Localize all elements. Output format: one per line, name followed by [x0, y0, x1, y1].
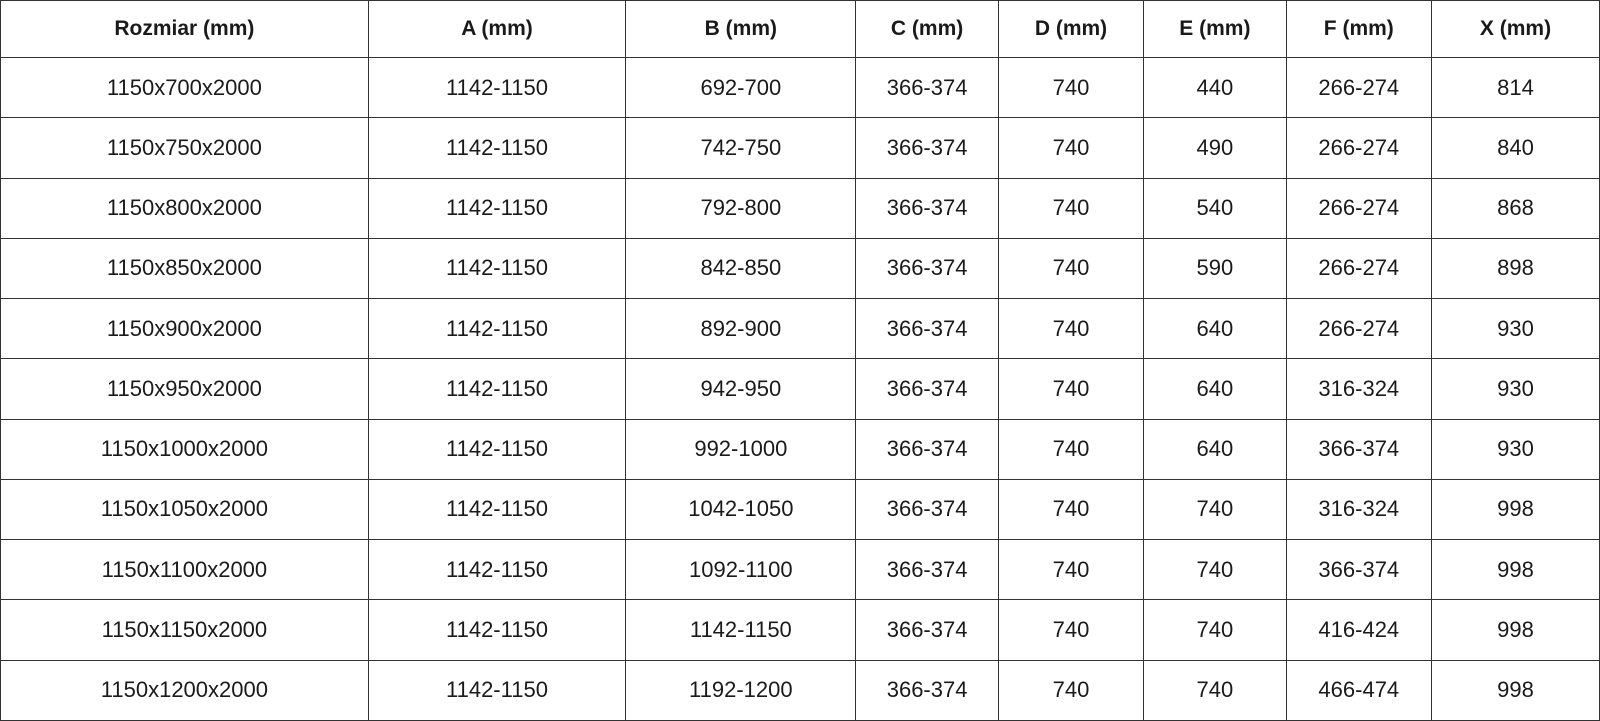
cell-c: 366-374 — [856, 299, 998, 359]
table-row — [1, 359, 1600, 419]
cell-d: 740 — [998, 118, 1144, 178]
cell-x: 930 — [1432, 359, 1600, 419]
cell-e: 440 — [1144, 58, 1286, 118]
cell-b: 1092-1100 — [626, 540, 856, 600]
cell-e: 590 — [1144, 238, 1286, 298]
cell-a: 1142-1150 — [368, 540, 625, 600]
cell-d: 740 — [998, 238, 1144, 298]
cell-b: 692-700 — [626, 58, 856, 118]
cell-c: 366-374 — [856, 419, 998, 479]
cell-d: 740 — [998, 299, 1144, 359]
table-row — [1, 118, 1600, 178]
cell-c: 366-374 — [856, 479, 998, 539]
cell-b: 1192-1200 — [626, 660, 856, 720]
cell-c: 366-374 — [856, 660, 998, 720]
cell-a: 1142-1150 — [368, 58, 625, 118]
cell-b: 842-850 — [626, 238, 856, 298]
cell-rozmiar: 1150x750x2000 — [1, 118, 369, 178]
cell-a: 1142-1150 — [368, 479, 625, 539]
cell-b: 892-900 — [626, 299, 856, 359]
table-row — [1, 600, 1600, 660]
cell-f: 266-274 — [1286, 118, 1432, 178]
cell-rozmiar: 1150x1200x2000 — [1, 660, 369, 720]
cell-x: 840 — [1432, 118, 1600, 178]
cell-x: 868 — [1432, 178, 1600, 238]
cell-f: 416-424 — [1286, 600, 1432, 660]
cell-d: 740 — [998, 600, 1144, 660]
table-row — [1, 299, 1600, 359]
header-row — [1, 1, 1600, 58]
cell-c: 366-374 — [856, 600, 998, 660]
cell-d: 740 — [998, 359, 1144, 419]
cell-e: 640 — [1144, 359, 1286, 419]
cell-f: 316-324 — [1286, 359, 1432, 419]
cell-b: 992-1000 — [626, 419, 856, 479]
cell-rozmiar: 1150x950x2000 — [1, 359, 369, 419]
cell-a: 1142-1150 — [368, 660, 625, 720]
cell-f: 366-374 — [1286, 540, 1432, 600]
cell-c: 366-374 — [856, 540, 998, 600]
cell-x: 998 — [1432, 600, 1600, 660]
cell-a: 1142-1150 — [368, 419, 625, 479]
cell-e: 540 — [1144, 178, 1286, 238]
cell-x: 998 — [1432, 479, 1600, 539]
cell-a: 1142-1150 — [368, 359, 625, 419]
cell-e: 740 — [1144, 540, 1286, 600]
cell-rozmiar: 1150x800x2000 — [1, 178, 369, 238]
column-header-f: F (mm) — [1286, 1, 1432, 58]
table-header — [1, 1, 1600, 58]
cell-e: 490 — [1144, 118, 1286, 178]
cell-b: 1042-1050 — [626, 479, 856, 539]
cell-e: 640 — [1144, 419, 1286, 479]
table-row — [1, 540, 1600, 600]
cell-b: 942-950 — [626, 359, 856, 419]
cell-a: 1142-1150 — [368, 118, 625, 178]
cell-d: 740 — [998, 540, 1144, 600]
table-row — [1, 58, 1600, 118]
cell-rozmiar: 1150x850x2000 — [1, 238, 369, 298]
cell-x: 898 — [1432, 238, 1600, 298]
cell-f: 266-274 — [1286, 238, 1432, 298]
cell-rozmiar: 1150x1100x2000 — [1, 540, 369, 600]
cell-f: 316-324 — [1286, 479, 1432, 539]
column-header-x: X (mm) — [1432, 1, 1600, 58]
cell-a: 1142-1150 — [368, 238, 625, 298]
cell-rozmiar: 1150x1000x2000 — [1, 419, 369, 479]
column-header-c: C (mm) — [856, 1, 998, 58]
cell-rozmiar: 1150x1150x2000 — [1, 600, 369, 660]
table-row — [1, 419, 1600, 479]
table-row — [1, 238, 1600, 298]
cell-d: 740 — [998, 419, 1144, 479]
cell-f: 366-374 — [1286, 419, 1432, 479]
column-header-b: B (mm) — [626, 1, 856, 58]
cell-c: 366-374 — [856, 178, 998, 238]
cell-c: 366-374 — [856, 58, 998, 118]
cell-d: 740 — [998, 178, 1144, 238]
cell-c: 366-374 — [856, 238, 998, 298]
cell-f: 266-274 — [1286, 178, 1432, 238]
cell-b: 792-800 — [626, 178, 856, 238]
cell-d: 740 — [998, 479, 1144, 539]
cell-e: 740 — [1144, 479, 1286, 539]
cell-c: 366-374 — [856, 118, 998, 178]
cell-c: 366-374 — [856, 359, 998, 419]
cell-x: 930 — [1432, 419, 1600, 479]
cell-rozmiar: 1150x700x2000 — [1, 58, 369, 118]
cell-e: 740 — [1144, 600, 1286, 660]
table-row — [1, 178, 1600, 238]
cell-e: 740 — [1144, 660, 1286, 720]
cell-x: 998 — [1432, 540, 1600, 600]
cell-x: 930 — [1432, 299, 1600, 359]
cell-d: 740 — [998, 58, 1144, 118]
cell-rozmiar: 1150x1050x2000 — [1, 479, 369, 539]
cell-rozmiar: 1150x900x2000 — [1, 299, 369, 359]
column-header-rozmiar: Rozmiar (mm) — [1, 1, 369, 58]
cell-x: 998 — [1432, 660, 1600, 720]
cell-f: 466-474 — [1286, 660, 1432, 720]
table-row — [1, 660, 1600, 720]
column-header-d: D (mm) — [998, 1, 1144, 58]
cell-a: 1142-1150 — [368, 299, 625, 359]
cell-f: 266-274 — [1286, 299, 1432, 359]
column-header-a: A (mm) — [368, 1, 625, 58]
cell-b: 742-750 — [626, 118, 856, 178]
column-header-e: E (mm) — [1144, 1, 1286, 58]
cell-f: 266-274 — [1286, 58, 1432, 118]
table-row — [1, 479, 1600, 539]
cell-a: 1142-1150 — [368, 600, 625, 660]
cell-x: 814 — [1432, 58, 1600, 118]
cell-b: 1142-1150 — [626, 600, 856, 660]
cell-a: 1142-1150 — [368, 178, 625, 238]
cell-e: 640 — [1144, 299, 1286, 359]
cell-d: 740 — [998, 660, 1144, 720]
table-body — [1, 58, 1600, 721]
